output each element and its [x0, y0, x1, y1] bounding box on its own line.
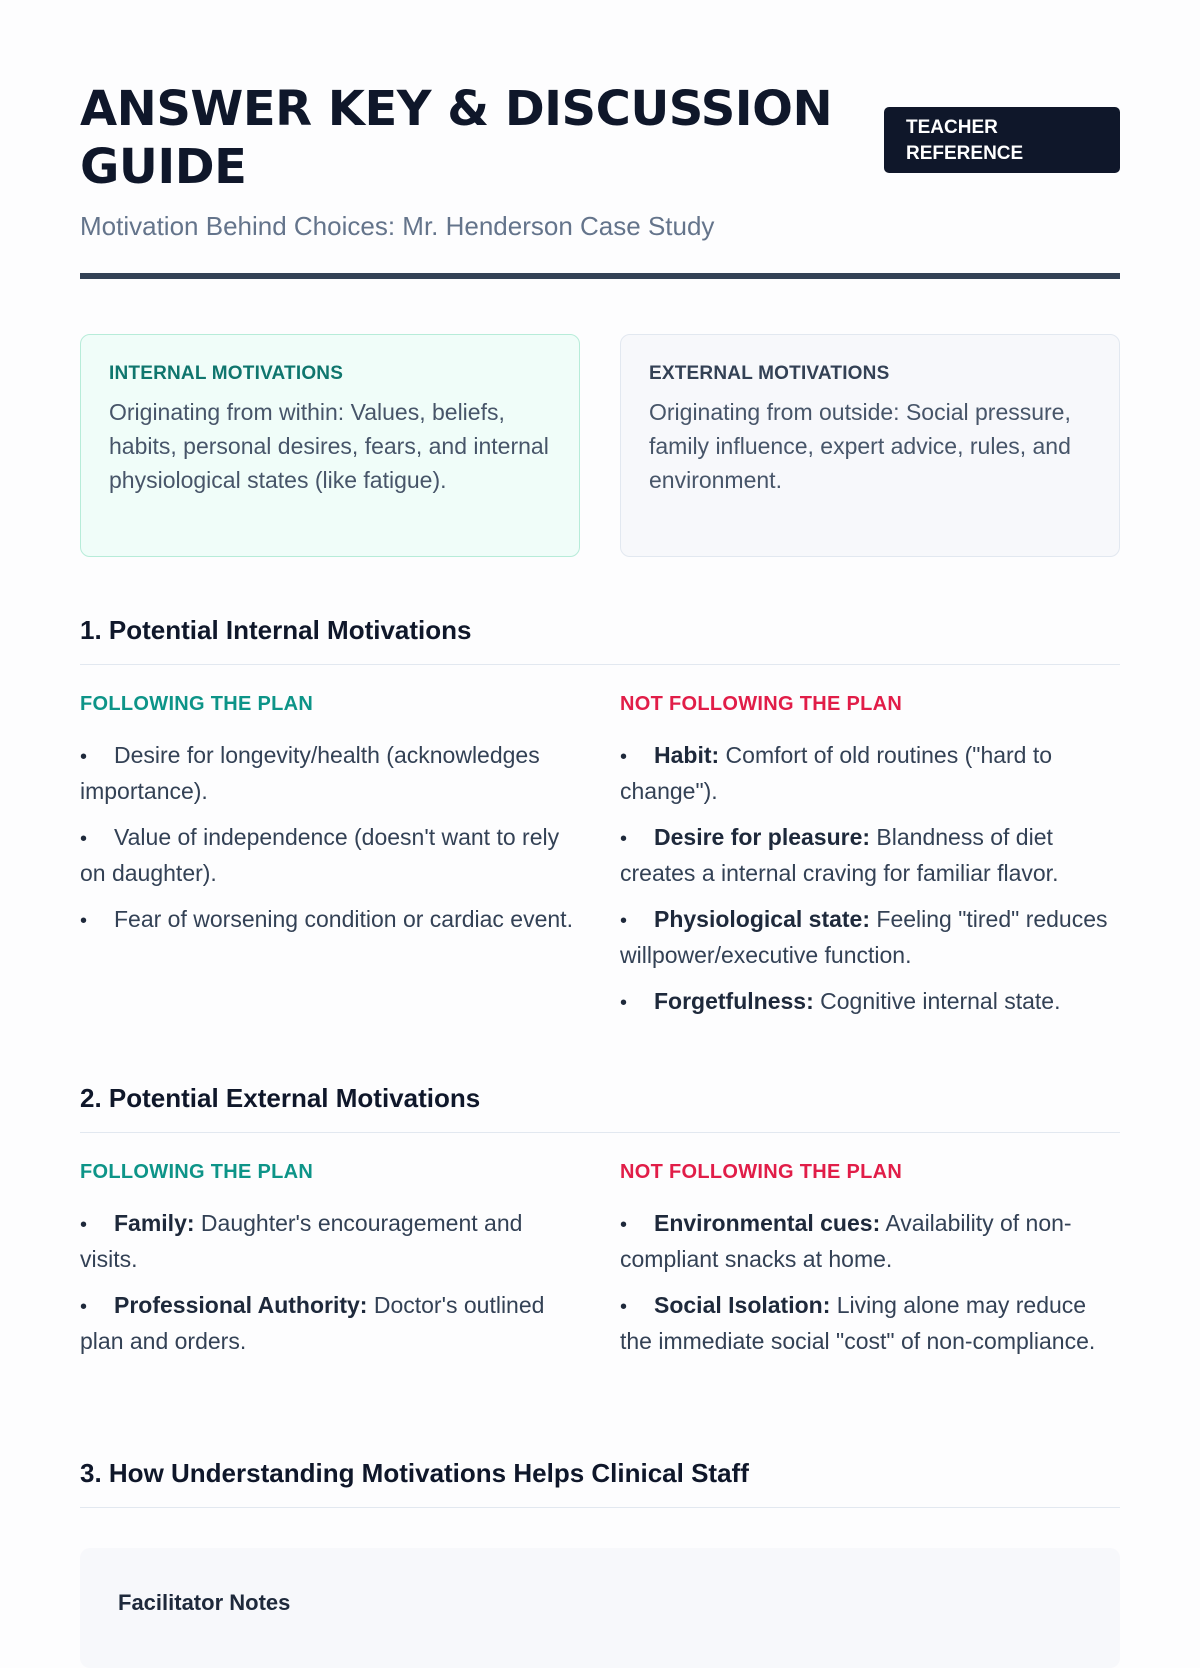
section-external-motivations: [80, 1083, 1120, 1354]
facilitator-notes-title: Facilitator Notes: [118, 1590, 291, 1615]
list-item: [80, 738, 580, 808]
bullet-icon: •: [620, 1214, 628, 1236]
teacher-reference-badge: TEACHER REFERENCE: [884, 107, 1120, 173]
bullet-icon: •: [80, 1296, 88, 1318]
facilitator-notes-box: [80, 1548, 1120, 1668]
item-label: Family:: [114, 1210, 195, 1236]
list-item: [620, 1288, 1120, 1358]
item-text: Desire for longevity/health (acknowledges importance).: [80, 742, 540, 804]
item-text: Comfort of old routines ("hard to change").: [620, 742, 1053, 804]
following-list: [80, 738, 580, 938]
item-text: Doctor's outlined plan and orders.: [80, 1292, 545, 1354]
following-heading: FOLLOWING THE PLAN: [80, 1161, 314, 1183]
not-following-column: [620, 693, 1120, 1032]
item-text: Value of independence (doesn't want to rely on daughter).: [80, 824, 560, 886]
bullet-icon: •: [620, 746, 628, 768]
not-following-column: [620, 1161, 1120, 1370]
list-item: [80, 1288, 580, 1358]
bullet-icon: •: [80, 910, 88, 932]
list-item: [80, 902, 580, 938]
external-motivations-card: [620, 334, 1120, 557]
internal-motivations-title: INTERNAL MOTIVATIONS: [109, 363, 344, 384]
item-label: Professional Authority:: [114, 1292, 368, 1318]
section-title: 3. How Understanding Motivations Helps Clinical Staff: [80, 1458, 1120, 1508]
definitions-row: [80, 334, 1120, 557]
section-title: 2. Potential External Motivations: [80, 1083, 1120, 1133]
internal-motivations-text: Originating from within: Values, beliefs, habits, personal desires, fears, and internal physiological states (like fatigue).: [109, 399, 549, 493]
section-title: 1. Potential Internal Motivations: [80, 615, 1120, 665]
following-column: [80, 693, 580, 950]
item-label: Physiological state:: [654, 906, 871, 932]
page-title: ANSWER KEY & DISCUSSION GUIDE: [80, 81, 833, 195]
internal-motivations-card: [80, 334, 580, 557]
item-label: Environmental cues:: [654, 1210, 881, 1236]
document-page: [80, 0, 1120, 1615]
external-motivations-text: Originating from outside: Social pressure, family influence, expert advice, rules, and environment.: [649, 399, 1071, 493]
not-following-list: [620, 738, 1120, 1020]
following-column: [80, 1161, 580, 1370]
item-label: Habit:: [654, 742, 720, 768]
list-item: [620, 984, 1120, 1020]
bullet-icon: •: [80, 828, 88, 850]
following-heading: FOLLOWING THE PLAN: [80, 693, 314, 715]
bullet-icon: •: [620, 992, 628, 1014]
list-item: [620, 820, 1120, 890]
item-label: Desire for pleasure:: [654, 824, 871, 850]
list-item: [620, 902, 1120, 972]
not-following-list: [620, 1206, 1120, 1358]
following-list: [80, 1206, 580, 1358]
section-internal-motivations: [80, 615, 1120, 1014]
bullet-icon: •: [620, 828, 628, 850]
list-item: [620, 1206, 1120, 1276]
not-following-heading: NOT FOLLOWING THE PLAN: [620, 693, 903, 715]
item-text: Living alone may reduce the immediate social "cost" of non-compliance.: [620, 1292, 1096, 1354]
list-item: [620, 738, 1120, 808]
list-item: [80, 1206, 580, 1276]
item-text: Cognitive internal state.: [813, 988, 1061, 1014]
header-divider: [80, 273, 1120, 279]
item-text: Fear of worsening condition or cardiac event.: [114, 906, 573, 932]
page-subtitle: Motivation Behind Choices: Mr. Henderson Case Study: [80, 211, 715, 241]
bullet-icon: •: [620, 910, 628, 932]
section-clinical-staff: [80, 1458, 1120, 1508]
bullet-icon: •: [80, 746, 88, 768]
item-label: Forgetfulness:: [654, 988, 814, 1014]
external-motivations-title: EXTERNAL MOTIVATIONS: [649, 363, 890, 384]
item-text: Feeling "tired" reduces willpower/executive function.: [620, 906, 1108, 968]
item-text: Daughter's encouragement and visits.: [80, 1210, 523, 1272]
bullet-icon: •: [620, 1296, 628, 1318]
list-item: [80, 820, 580, 890]
item-text: Blandness of diet creates a internal craving for familiar flavor.: [620, 824, 1059, 886]
not-following-heading: NOT FOLLOWING THE PLAN: [620, 1161, 903, 1183]
bullet-icon: •: [80, 1214, 88, 1236]
header: [80, 0, 1120, 282]
item-text: Availability of non-compliant snacks at home.: [620, 1210, 1072, 1272]
item-label: Social Isolation:: [654, 1292, 831, 1318]
